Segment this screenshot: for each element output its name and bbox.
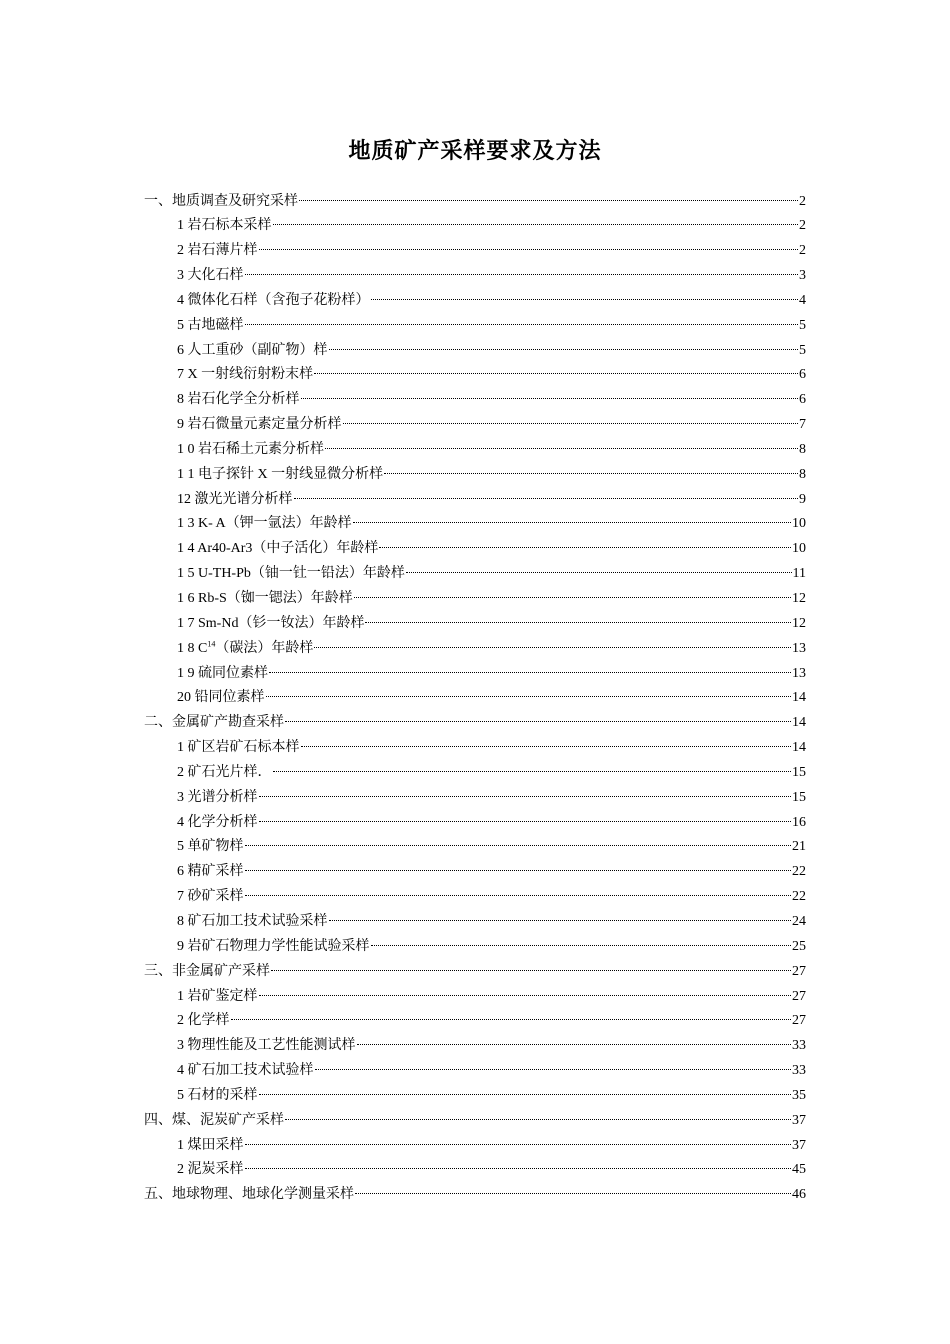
toc-dot-leader	[271, 970, 791, 971]
toc-subsection-entry[interactable]	[144, 1158, 806, 1183]
toc-entry-label-text: 1 6 Rb-S（铷一锶法）年龄样	[177, 591, 353, 606]
toc-entry-label	[177, 935, 370, 960]
toc-dot-leader	[406, 572, 792, 573]
toc-page-number: 27	[792, 1013, 806, 1029]
toc-entry-label-text: 4 矿石加工技术试验样	[177, 1063, 314, 1079]
toc-entry-label	[177, 289, 370, 314]
toc-subsection-entry[interactable]	[144, 363, 806, 388]
toc-page-number: 10	[792, 541, 806, 557]
toc-entry-label	[177, 587, 353, 612]
toc-dot-leader	[343, 423, 799, 424]
toc-subsection-entry[interactable]	[144, 289, 806, 314]
toc-entry-label-text: 1 4 Ar40-Ar3（中子活化）年龄样	[177, 541, 379, 557]
toc-subsection-entry[interactable]	[144, 885, 806, 910]
toc-page-number: 45	[792, 1162, 806, 1178]
toc-dot-leader	[301, 746, 792, 747]
toc-subsection-entry[interactable]	[144, 1009, 806, 1034]
toc-entry-label	[177, 413, 342, 438]
toc-entry-label-text: 9 岩石微量元素定量分析样	[177, 417, 342, 433]
toc-page-number: 5	[799, 317, 806, 333]
toc-entry-label-text: 1 3 K- A（钾一氩法）年龄样	[177, 516, 352, 532]
toc-dot-leader	[329, 349, 799, 350]
toc-entry-label-text: 1 岩矿鉴定样	[177, 988, 258, 1004]
toc-page-number: 14	[792, 690, 806, 706]
toc-subsection-entry[interactable]	[144, 786, 806, 811]
toc-dot-leader	[231, 1019, 792, 1020]
toc-entry-label	[177, 761, 272, 786]
toc-subsection-entry[interactable]	[144, 1134, 806, 1159]
toc-page-number: 5	[799, 342, 806, 358]
toc-entry-label	[177, 438, 324, 463]
toc-dot-leader	[259, 821, 792, 822]
toc-page-number: 8	[799, 466, 806, 482]
toc-entry-label	[177, 1034, 356, 1059]
toc-dot-leader	[329, 920, 792, 921]
toc-dot-leader	[365, 622, 791, 623]
toc-subsection-entry[interactable]	[144, 1059, 806, 1084]
toc-entry-label-text: 8 岩石化学全分析样	[177, 392, 300, 408]
toc-entry-label	[177, 239, 258, 264]
toc-entry-label-text: 1 岩石标本采样	[177, 218, 272, 234]
toc-entry-label	[144, 960, 270, 985]
toc-dot-leader	[273, 224, 799, 225]
toc-entry-label	[144, 1109, 284, 1134]
toc-section-entry[interactable]	[144, 190, 806, 215]
toc-entry-label	[177, 1059, 314, 1084]
toc-subsection-entry[interactable]	[144, 388, 806, 413]
toc-entry-label	[177, 388, 300, 413]
toc-entry-label-text: 1 8 C	[177, 640, 208, 656]
toc-entry-label	[144, 190, 298, 215]
toc-page-number: 12	[792, 615, 806, 631]
toc-subsection-entry[interactable]	[144, 910, 806, 935]
toc-entry-label-text: 12 激光光谱分析样	[177, 491, 293, 507]
toc-page-number: 33	[792, 1063, 806, 1079]
toc-page-number: 46	[792, 1187, 806, 1203]
toc-entry-label-text: 四、煤、泥炭矿产采样	[144, 1112, 284, 1128]
toc-subsection-entry[interactable]	[144, 662, 806, 687]
toc-page-number: 24	[792, 913, 806, 929]
toc-entry-label-text: 2 岩石薄片样	[177, 243, 258, 259]
toc-entry-label-text: 1 0 岩石稀土元素分析样	[177, 441, 324, 457]
toc-dot-leader	[245, 274, 799, 275]
toc-page-number: 37	[792, 1137, 806, 1153]
toc-dot-leader	[371, 945, 792, 946]
toc-entry-label	[177, 612, 364, 637]
toc-subsection-entry[interactable]	[144, 1084, 806, 1109]
toc-entry-label-text: 7 X 一射线衍射粉末样	[177, 367, 314, 383]
toc-page-number: 33	[792, 1038, 806, 1054]
toc-dot-leader	[357, 1044, 792, 1045]
toc-subsection-entry[interactable]	[144, 637, 806, 662]
toc-dot-leader	[285, 721, 791, 722]
toc-subsection-entry[interactable]	[144, 587, 806, 612]
toc-entry-label-text: 8 矿石加工技术试验采样	[177, 913, 328, 929]
toc-page-number: 13	[792, 640, 806, 656]
toc-subsection-entry[interactable]	[144, 512, 806, 537]
toc-subsection-entry[interactable]	[144, 985, 806, 1010]
toc-section-entry[interactable]	[144, 1109, 806, 1134]
toc-page-number: 13	[792, 665, 806, 681]
toc-dot-leader	[314, 373, 798, 374]
toc-page-number: 27	[792, 963, 806, 979]
toc-dot-leader	[245, 845, 792, 846]
toc-entry-label-text: 3 大化石样	[177, 268, 244, 284]
toc-entry-label	[144, 1183, 354, 1208]
toc-entry-label	[177, 860, 244, 885]
toc-page-number: 22	[792, 889, 806, 905]
toc-page-number: 35	[792, 1087, 806, 1103]
toc-entry-label-text: 二、金属矿产勘查采样	[144, 715, 284, 731]
toc-entry-label	[177, 1009, 230, 1034]
toc-subsection-entry[interactable]	[144, 686, 806, 711]
toc-entry-label-text: 2 矿石光片样．	[177, 764, 272, 780]
toc-entry-label-text: 2 化学样	[177, 1013, 230, 1029]
toc-entry-label	[177, 537, 378, 562]
toc-entry-label-suffix: （碳法）年龄样	[215, 640, 314, 656]
toc-dot-leader	[269, 672, 791, 673]
toc-subsection-entry[interactable]	[144, 935, 806, 960]
toc-subsection-entry[interactable]	[144, 835, 806, 860]
toc-subsection-entry[interactable]	[144, 339, 806, 364]
toc-entry-label	[177, 562, 405, 587]
toc-section-entry[interactable]	[144, 960, 806, 985]
toc-page-number: 9	[799, 491, 806, 507]
toc-page-number: 7	[799, 417, 806, 433]
toc-dot-leader	[299, 200, 798, 201]
toc-subsection-entry[interactable]	[144, 463, 806, 488]
toc-dot-leader	[353, 522, 791, 523]
toc-entry-label-text: 5 单矿物样	[177, 839, 244, 855]
toc-dot-leader	[301, 398, 799, 399]
toc-page-number: 6	[799, 367, 806, 383]
toc-dot-leader	[379, 547, 791, 548]
toc-entry-label-text: 6 人工重砂（副矿物）样	[177, 342, 328, 358]
toc-entry-label-text: 1 煤田采样	[177, 1137, 244, 1153]
toc-entry-label-text: 1 1 电子探针 X 一射线显微分析样	[177, 466, 384, 482]
toc-entry-label	[177, 1084, 258, 1109]
toc-page-number: 11	[792, 566, 806, 582]
toc-entry-label-text: 4 化学分析样	[177, 814, 258, 830]
toc-page-number: 14	[792, 715, 806, 731]
toc-dot-leader	[371, 299, 799, 300]
toc-subsection-entry[interactable]	[144, 264, 806, 289]
toc-entry-label	[177, 811, 258, 836]
toc-subsection-entry[interactable]	[144, 562, 806, 587]
toc-page-number: 27	[792, 988, 806, 1004]
toc-entry-label-text: 9 岩矿石物理力学性能试验采样	[177, 938, 370, 954]
toc-section-entry[interactable]	[144, 711, 806, 736]
toc-dot-leader	[245, 895, 792, 896]
toc-subsection-entry[interactable]	[144, 736, 806, 761]
toc-page-number: 10	[792, 516, 806, 532]
toc-entry-label	[177, 214, 272, 239]
toc-subsection-entry[interactable]	[144, 413, 806, 438]
toc-entry-superscript: 14	[207, 639, 216, 649]
toc-entry-label	[177, 1158, 244, 1183]
toc-entry-label-text: 1 矿区岩矿石标本样	[177, 740, 300, 756]
toc-entry-label-text: 4 微体化石样（含孢子花粉样）	[177, 292, 370, 308]
toc-page-number: 25	[792, 938, 806, 954]
toc-entry-label-text: 1 9 硫同位素样	[177, 665, 268, 681]
toc-dot-leader	[245, 870, 792, 871]
toc-entry-label	[177, 637, 313, 662]
toc-dot-leader	[245, 1168, 792, 1169]
toc-dot-leader	[259, 1094, 792, 1095]
toc-dot-leader	[245, 324, 799, 325]
toc-entry-label	[177, 488, 293, 513]
toc-page-number: 15	[792, 789, 806, 805]
toc-entry-label-text: 5 石材的采样	[177, 1087, 258, 1103]
toc-entry-label	[177, 314, 244, 339]
toc-page-number: 15	[792, 764, 806, 780]
toc-entry-label-text: 3 物理性能及工艺性能测试样	[177, 1038, 356, 1054]
toc-subsection-entry[interactable]	[144, 214, 806, 239]
toc-dot-leader	[266, 696, 792, 697]
toc-page-number: 22	[792, 864, 806, 880]
toc-page-number: 16	[792, 814, 806, 830]
toc-entry-label-text: 1 5 U-TH-Pb（铀一钍一铅法）年龄样	[177, 566, 405, 582]
toc-entry-label-text: 7 砂矿采样	[177, 889, 244, 905]
toc-dot-leader	[354, 597, 791, 598]
toc-entry-label-text: 20 铅同位素样	[177, 690, 265, 706]
toc-dot-leader	[355, 1193, 791, 1194]
toc-subsection-entry[interactable]	[144, 314, 806, 339]
toc-page-number: 2	[799, 193, 806, 209]
toc-entry-label	[177, 512, 352, 537]
toc-dot-leader	[259, 249, 799, 250]
toc-page-number: 14	[792, 740, 806, 756]
toc-dot-leader	[245, 1144, 792, 1145]
toc-entry-label-text: 2 泥炭采样	[177, 1162, 244, 1178]
toc-page-number: 21	[792, 839, 806, 855]
toc-entry-label	[177, 339, 328, 364]
toc-dot-leader	[259, 995, 792, 996]
toc-entry-label	[177, 463, 383, 488]
toc-page-number: 3	[799, 268, 806, 284]
toc-entry-label-text: 三、非金属矿产采样	[144, 963, 270, 979]
toc-subsection-entry[interactable]	[144, 537, 806, 562]
toc-dot-leader	[384, 473, 798, 474]
toc-subsection-entry[interactable]	[144, 1034, 806, 1059]
toc-entry-label	[177, 363, 313, 388]
toc-entry-label-text: 一、地质调查及研究采样	[144, 193, 298, 209]
toc-page-number: 8	[799, 441, 806, 457]
toc-section-entry[interactable]	[144, 1183, 806, 1208]
toc-entry-label-text: 5 古地磁样	[177, 317, 244, 333]
toc-page-number: 12	[792, 591, 806, 606]
toc-entry-label-text: 五、地球物理、地球化学测量采样	[144, 1187, 354, 1203]
toc-entry-label-text: 1 7 Sm-Nd（钐一钕法）年龄样	[177, 615, 365, 631]
toc-subsection-entry[interactable]	[144, 239, 806, 264]
toc-dot-leader	[285, 1119, 791, 1120]
toc-entry-label	[177, 736, 300, 761]
toc-subsection-entry[interactable]	[144, 438, 806, 463]
table-of-contents	[144, 190, 806, 1209]
toc-subsection-entry[interactable]	[144, 811, 806, 836]
toc-subsection-entry[interactable]	[144, 612, 806, 637]
toc-page-number: 6	[799, 392, 806, 408]
toc-page-number: 4	[799, 292, 806, 308]
toc-entry-label	[177, 885, 244, 910]
toc-page-number: 2	[799, 243, 806, 259]
toc-entry-label-text: 3 光谱分析样	[177, 789, 258, 805]
toc-page-number: 2	[799, 218, 806, 234]
toc-entry-label	[177, 985, 258, 1010]
toc-subsection-entry[interactable]	[144, 488, 806, 513]
toc-subsection-entry[interactable]	[144, 761, 806, 786]
toc-entry-label	[177, 1134, 244, 1159]
toc-entry-label	[144, 711, 284, 736]
toc-dot-leader	[314, 647, 791, 648]
toc-entry-label	[177, 910, 328, 935]
toc-entry-label	[177, 662, 268, 687]
toc-entry-label	[177, 264, 244, 289]
toc-dot-leader	[325, 448, 798, 449]
toc-dot-leader	[259, 796, 792, 797]
toc-page-number: 37	[792, 1112, 806, 1128]
toc-entry-label	[177, 786, 258, 811]
toc-subsection-entry[interactable]	[144, 860, 806, 885]
toc-entry-label-text: 6 精矿采样	[177, 864, 244, 880]
toc-dot-leader	[273, 771, 792, 772]
toc-dot-leader	[294, 498, 799, 499]
page-title: 地质矿产采样要求及方法	[348, 139, 602, 164]
toc-dot-leader	[315, 1069, 792, 1070]
toc-entry-label	[177, 835, 244, 860]
toc-entry-label	[177, 686, 265, 711]
